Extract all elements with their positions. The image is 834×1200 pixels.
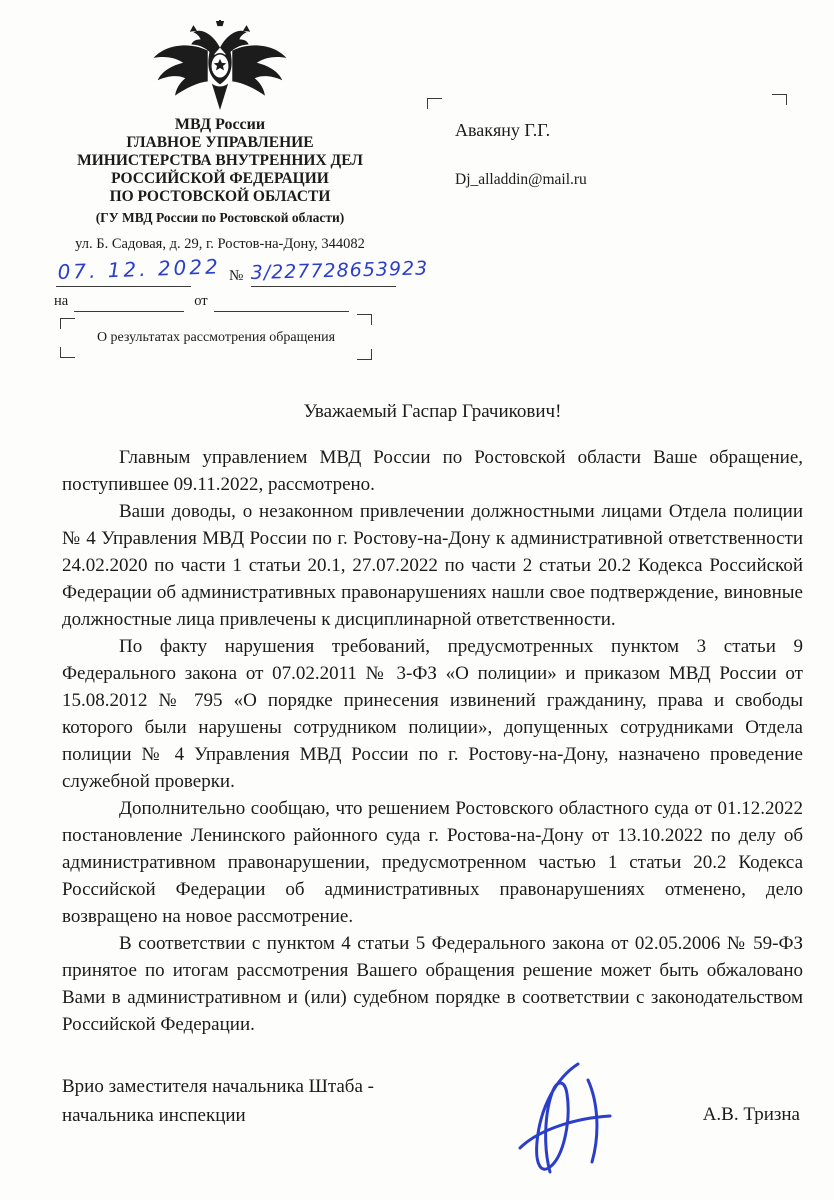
reference-row-incoming <box>44 293 396 312</box>
subject-corner-mark <box>60 347 75 358</box>
recipient-name: Авакяну Г.Г. <box>455 120 551 140</box>
subject-line: О результатах рассмотрения обращения <box>96 330 336 345</box>
reference-row-date-number <box>44 254 429 287</box>
body-paragraph: В соответствии с пунктом 4 статьи 5 Федерального закона от 02.05.2006 № 59-ФЗ принятое по итогам рассмотрения Вашего обращения решение может быть обжаловано Вами в административном и (или) судебном порядке в соответствии с законодательством Российской Федерации. <box>62 933 803 1035</box>
date-field <box>56 254 222 287</box>
salutation: Уважаемый Гаспар Грачикович! <box>303 401 562 422</box>
signer-position <box>62 1072 482 1130</box>
org-address: ул. Б. Садовая, д. 29, г. Ростов-на-Дону, 344082 <box>75 236 365 252</box>
signature-block <box>62 1072 803 1130</box>
org-name-line: РОССИЙСКОЙ ФЕДЕРАЦИИ <box>111 170 329 187</box>
recipient-email: Dj_alladdin@mail.ru <box>455 171 587 188</box>
subject-corner-mark <box>60 318 75 329</box>
na-label: на <box>54 293 69 309</box>
signer-name: А.В. Тризна <box>702 1104 800 1125</box>
subject-box <box>60 320 372 356</box>
body-paragraph: Главным управлением МВД России по Ростовской области Ваше обращение, поступившее 09.11.2022, рассмотрено. <box>62 447 803 495</box>
signer-position-line1: Врио заместителя начальника Штаба - <box>62 1076 374 1097</box>
body-paragraph: Дополнительно сообщаю, что решением Ростовского областного суда от 01.12.2022 постановление Ленинского районного суда г. Ростова-на-Дону от 13.10.2022 по делу об административном правонарушении, предусмотренном частью 1 статьи 20.2 Кодекса Российской Федерации об административных правонарушениях отменено, дело возвращено на новое рассмотрение. <box>62 798 803 927</box>
letterhead <box>44 20 429 312</box>
org-name-line: ПО РОСТОВСКОЙ ОБЛАСТИ <box>109 188 331 205</box>
org-name-line: ГЛАВНОЕ УПРАВЛЕНИЕ <box>126 134 314 151</box>
subject-corner-mark <box>357 314 372 325</box>
emblem-double-headed-eagle-icon <box>44 20 396 112</box>
handwritten-signature-icon <box>480 1050 650 1200</box>
handwritten-date: 07. 12. 2022 <box>57 254 222 284</box>
recipient-block <box>455 120 587 189</box>
org-short-name: (ГУ МВД России по Ростовской области) <box>95 210 345 225</box>
subject-corner-mark <box>357 349 372 360</box>
letter-body <box>62 398 803 1038</box>
ot-label: от <box>194 293 208 309</box>
recipient-corner-mark-left <box>427 98 442 109</box>
number-sign-label: № <box>229 268 244 284</box>
outgoing-number-field <box>250 257 429 287</box>
incoming-date-field <box>214 294 349 312</box>
body-paragraph: По факту нарушения требований, предусмотренных пунктом 3 статьи 9 Федерального закона от 07.02.2011 № 3-ФЗ «О полиции» и приказом МВД России от 15.08.2012 № 795 «О порядке принесения извинений гражданину, права и свободы которого были нарушены сотрудником полиции», допущенных сотрудниками Отдела полиции № 4 Управления МВД России по г. Ростову-на-Дону, назначено проведение служебной проверки. <box>62 636 803 792</box>
signer-position-line2: начальника инспекции <box>62 1105 246 1126</box>
incoming-number-field <box>74 294 184 312</box>
handwritten-outgoing-number: 3/227728653923 <box>250 257 429 284</box>
org-name-line: МИНИСТЕРСТВА ВНУТРЕННИХ ДЕЛ <box>77 152 363 169</box>
body-paragraph: Ваши доводы, о незаконном привлечении должностными лицами Отдела полиции № 4 Управления МВД России по г. Ростову-на-Дону к административной ответственности 24.02.2020 по части 1 статьи 20.1, 27.07.2022 по части 2 статьи 20.2 Кодекса Российской Федерации об административных правонарушениях нашли свое подтверждение, виновные должностные лица привлечены к дисциплинарной ответственности. <box>62 501 803 630</box>
ministry-short-title: МВД России <box>174 116 266 133</box>
recipient-corner-mark-right <box>772 94 787 105</box>
